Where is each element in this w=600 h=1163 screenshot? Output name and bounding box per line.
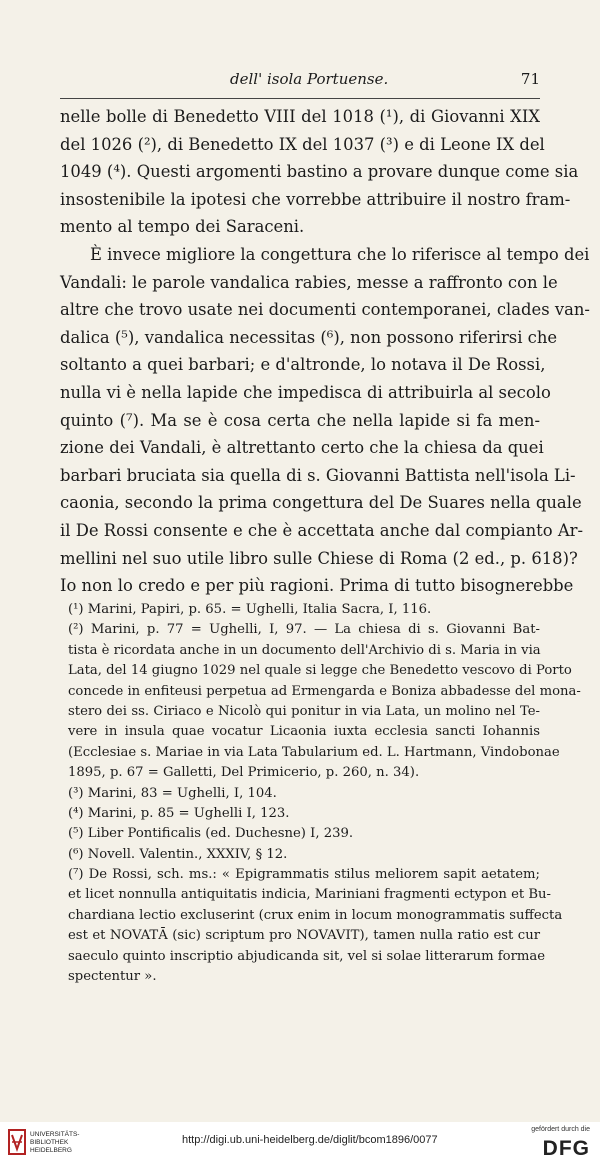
body-line: quinto (⁷). Ma se è cosa certa che nella lapide si fa men- xyxy=(60,410,540,430)
funder-caption: gefördert durch die xyxy=(531,1126,590,1133)
footnote-line: chardiana lectio excluserint (crux enim in locum monogrammatis suffecta xyxy=(68,907,563,923)
footnote-line: stero dei ss. Ciriaco e Nicolò qui ponitur in via Lata, un molino nel Te- xyxy=(68,703,540,719)
footnote-line: spectentur ». xyxy=(68,969,157,985)
library-logo[interactable] xyxy=(8,1127,98,1159)
page-number: 71 xyxy=(520,70,540,88)
footnote-5: (⁵) Liber Pontificalis (ed. Duchesne) I, 239. xyxy=(68,826,354,842)
body-text xyxy=(60,103,590,600)
library-name-line: UNIVERSITÄTS- xyxy=(30,1131,80,1138)
footnotes xyxy=(68,600,581,987)
permalink-url[interactable]: http://digi.ub.uni-heidelberg.de/diglit/bcom1896/0077 xyxy=(182,1134,438,1146)
footnote-7: (⁷) De Rossi, sch. ms.: « Epigrammatis stilus meliorem sapit aetatem; xyxy=(68,867,540,883)
footnote-line: concede in enfiteusi perpetua ad Ermengarda e Boniza abbadesse del mona- xyxy=(68,683,581,699)
footnote-line: vere in insula quae vocatur Licaonia iuxta ecclesia sancti Iohannis xyxy=(68,724,540,740)
body-line: del 1026 (²), di Benedetto IX del 1037 (³) e di Leone IX del xyxy=(60,134,545,154)
footnote-6: (⁶) Novell. Valentin., XXXIV, § 12. xyxy=(68,846,288,862)
footnote-line: saeculo quinto inscriptio abjudicanda sit, vel si solae litterarum formae xyxy=(68,948,546,964)
library-name-line: HEIDELBERG xyxy=(30,1147,72,1154)
footnote-line: (Ecclesiae s. Mariae in via Lata Tabularium ed. L. Hartmann, Vindobonae xyxy=(68,744,560,760)
library-name-line: BIBLIOTHEK xyxy=(30,1139,69,1146)
body-line: barbari bruciata sia quella di s. Giovanni Battista nell'isola Li- xyxy=(60,465,576,485)
body-line: nulla vi è nella lapide che impedisca di attribuirla al secolo xyxy=(60,382,551,402)
body-line: il De Rossi consente e che è accettata anche dal compianto Ar- xyxy=(60,520,584,540)
body-line: altre che trovo usate nei documenti contemporanei, clades van- xyxy=(60,300,590,320)
body-line: zione dei Vandali, è altrettanto certo che la chiesa da quei xyxy=(60,438,544,458)
footnote-line: est et NOVATĀ (sic) scriptum pro NOVAVIT), tamen nulla ratio est cur xyxy=(68,928,540,944)
body-line: 1049 (⁴). Questi argomenti bastino a provare dunque come sia xyxy=(60,162,579,182)
body-line: caonia, secondo la prima congettura del De Suares nella quale xyxy=(60,493,582,513)
body-line: mellini nel suo utile libro sulle Chiese di Roma (2 ed., p. 618)? xyxy=(60,548,578,568)
body-line: Io non lo credo e per più ragioni. Prima di tutto bisognerebbe xyxy=(60,576,574,596)
body-line: mento al tempo dei Saraceni. xyxy=(60,217,305,237)
library-name xyxy=(30,1131,79,1155)
footnote-2: (²) Marini, p. 77 = Ughelli, I, 97. — La chiesa di s. Giovanni Bat- xyxy=(68,622,540,638)
footnote-4: (⁴) Marini, p. 85 = Ughelli I, 123. xyxy=(68,805,290,821)
footnote-line: et licet nonnulla antiquitatis indicia, Mariniani fragmenti ectypon et Bu- xyxy=(68,887,552,903)
viewer-footer xyxy=(0,1122,600,1163)
footnote-3: (³) Marini, 83 = Ughelli, I, 104. xyxy=(68,785,277,801)
body-line: Vandali: le parole vandalica rabies, messe a raffronto con le xyxy=(60,272,558,292)
library-seal-icon xyxy=(8,1129,26,1155)
footnote-1: (¹) Marini, Papiri, p. 65. = Ughelli, Italia Sacra, I, 116. xyxy=(68,602,432,617)
footnote-line: 1895, p. 67 = Galletti, Del Primicerio, p. 260, n. 34). xyxy=(68,765,420,781)
header-rule xyxy=(60,98,540,99)
dfg-logo-text: DFG xyxy=(542,1137,590,1160)
footnote-line: tista è ricordata anche in un documento dell'Archivio di s. Maria in via xyxy=(68,642,541,658)
running-title: dell' isola Portuense. xyxy=(230,70,389,88)
body-line: insostenibile la ipotesi che vorrebbe attribuire il nostro fram- xyxy=(60,189,571,209)
footnote-line: Lata, del 14 giugno 1029 nel quale si legge che Benedetto vescovo di Porto xyxy=(68,663,572,679)
body-line: dalica (⁵), vandalica necessitas (⁶), non possono riferirsi che xyxy=(60,327,558,347)
body-line: soltanto a quei barbari; e d'altronde, lo notava il De Rossi, xyxy=(60,355,546,375)
running-header xyxy=(60,70,540,90)
body-line: È invece migliore la congettura che lo riferisce al tempo dei xyxy=(90,244,590,264)
funder-logo[interactable] xyxy=(520,1126,590,1160)
body-line: nelle bolle di Benedetto VIII del 1018 (¹), di Giovanni XIX xyxy=(60,107,540,126)
